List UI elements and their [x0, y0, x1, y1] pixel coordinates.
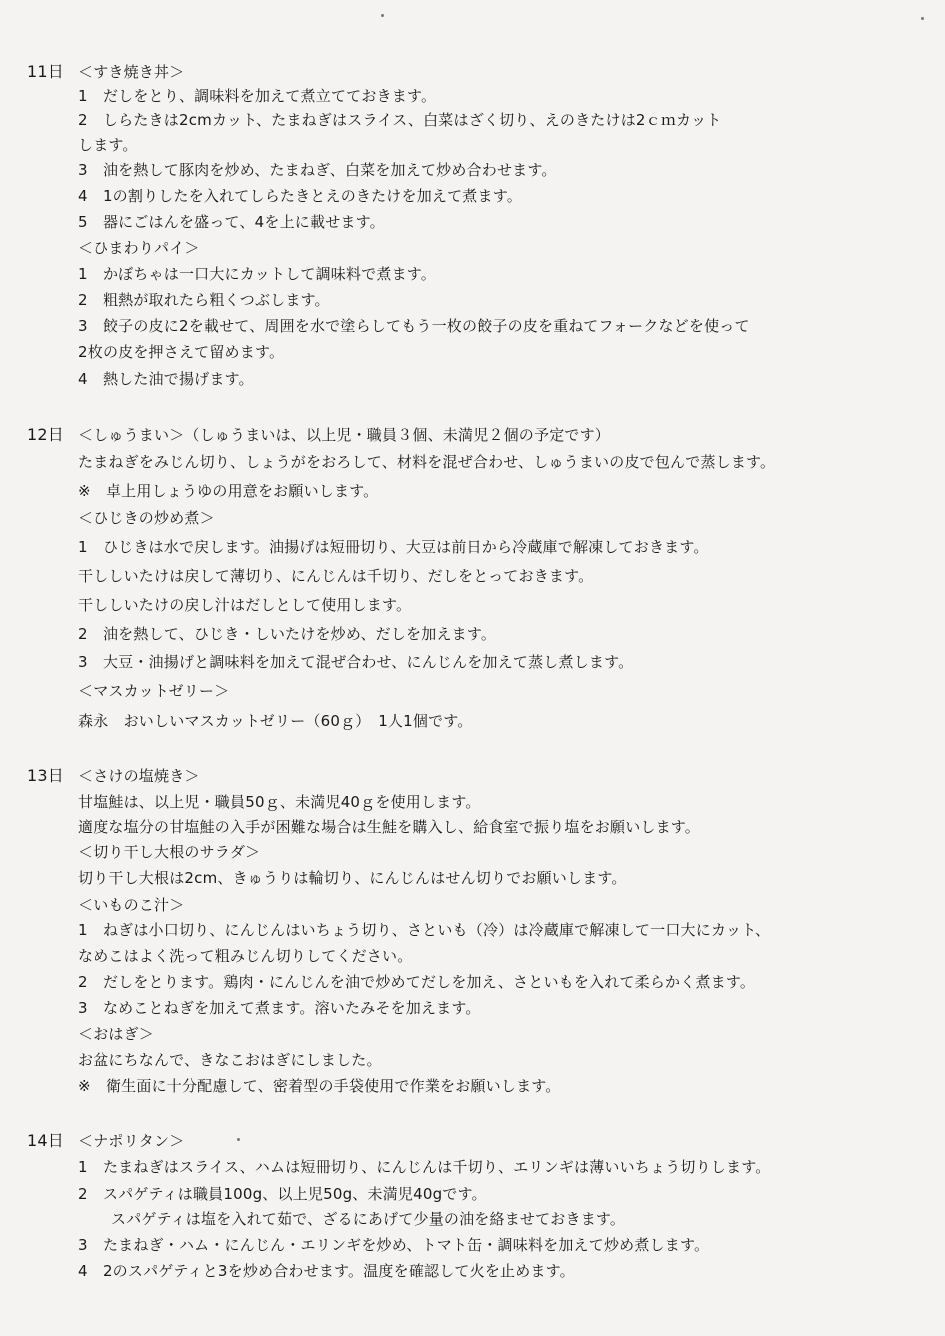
day-label-12: 12日: [27, 425, 64, 444]
instruction-line: 2 油を熱して、ひじき・しいたけを炒め、だしを加えます。: [78, 625, 497, 643]
instruction-line: 3 たまねぎ・ハム・にんじん・エリンギを炒め、トマト缶・調味料を加えて炒め煮します。: [78, 1236, 710, 1254]
instruction-line: 切り干し大根は2cm、きゅうりは輪切り、にんじんはせん切りでお願いします。: [78, 869, 627, 887]
instruction-line: たまねぎをみじん切り、しょうがをおろして、材料を混ぜ合わせ、しゅうまいの皮で包んで蒸します。: [78, 453, 776, 471]
instruction-line: 2 スパゲティは職員100g、以上児50g、未満児40gです。: [78, 1185, 487, 1203]
instruction-line: 干ししいたけは戻して薄切り、にんじんは千切り、だしをとっておきます。: [78, 567, 594, 585]
instruction-line: 森永 おいしいマスカットゼリー（60ｇ） 1人1個です。: [78, 712, 473, 730]
instruction-line: 4 2のスパゲティと3を炒め合わせます。温度を確認して火を止めます。: [78, 1262, 575, 1280]
instruction-line: 2枚の皮を押さえて留めます。: [78, 343, 285, 361]
instruction-line: 4 1の割りしたを入れてしらたきとえのきたけを加えて煮ます。: [78, 187, 522, 205]
instruction-line: 2 粗熱が取れたら粗くつぶします。: [78, 291, 330, 309]
instruction-line: 2 しらたきは2cmカット、たまねぎはスライス、白菜はざく切り、えのきたけは2ｃｍカット: [78, 111, 722, 129]
instruction-line: 1 かぼちゃは一口大にカットして調味料で煮ます。: [78, 265, 436, 283]
section-title-himawari-pie: ＜ひまわりパイ＞: [78, 239, 200, 257]
instruction-line: ※ 衛生面に十分配慮して、密着型の手袋使用で作業をお願いします。: [78, 1077, 561, 1095]
section-title-kiriboshi-salad: ＜切り干し大根のサラダ＞: [78, 843, 261, 861]
instruction-line: 3 なめことねぎを加えて煮ます。溶いたみそを加えます。: [78, 999, 481, 1017]
section-title-hijiki: ＜ひじきの炒め煮＞: [78, 509, 215, 527]
instruction-line: します。: [78, 136, 138, 154]
instruction-line: ※ 卓上用しょうゆの用意をお願いします。: [78, 482, 379, 500]
instruction-line: なめこはよく洗って粗みじん切りしてください。: [78, 947, 413, 965]
section-title-imonoko-jiru: ＜いものこ汁＞: [78, 896, 185, 914]
section-title-muscat-jelly: ＜マスカットゼリー＞: [78, 682, 230, 700]
instruction-line: 4 熱した油で揚げます。: [78, 370, 254, 388]
section-title-shumai: ＜しゅうまい＞（しゅうまいは、以上児・職員３個、未満児２個の予定です）: [78, 426, 611, 444]
instruction-line: お盆にちなんで、きなこおはぎにしました。: [78, 1051, 382, 1069]
section-title-ohagi: ＜おはぎ＞: [78, 1025, 155, 1043]
day-label-13: 13日: [27, 766, 64, 785]
instruction-line: スパゲティは塩を入れて茹で、ざるにあげて少量の油を絡ませておきます。: [111, 1210, 626, 1228]
scan-speck: [237, 1138, 240, 1141]
scan-speck: [921, 17, 924, 20]
instruction-line: 1 だしをとり、調味料を加えて煮立てておきます。: [78, 87, 437, 105]
instruction-line: 甘塩鮭は、以上児・職員50ｇ、未満児40ｇを使用します。: [78, 793, 481, 811]
instruction-line: 5 器にごはんを盛って、4を上に載せます。: [78, 213, 385, 231]
instruction-line: 3 大豆・油揚げと調味料を加えて混ぜ合わせ、にんじんを加えて蒸し煮します。: [78, 653, 634, 671]
instruction-line: 1 たまねぎはスライス、ハムは短冊切り、にんじんは千切り、エリンギは薄いいちょう切りします。: [78, 1158, 771, 1176]
instruction-line: 適度な塩分の甘塩鮭の入手が困難な場合は生鮭を購入し、給食室で振り塩をお願いします。: [78, 818, 701, 836]
instruction-line: 干ししいたけの戻し汁はだしとして使用します。: [78, 596, 412, 614]
instruction-line: 3 油を熱して豚肉を炒め、たまねぎ、白菜を加えて炒め合わせます。: [78, 161, 557, 179]
instruction-line: 3 餃子の皮に2を載せて、周囲を水で塗らしてもう一枚の餃子の皮を重ねてフォークなどを使って: [78, 317, 750, 335]
section-title-napolitan: ＜ナポリタン＞: [78, 1132, 185, 1150]
day-label-14: 14日: [27, 1131, 64, 1150]
day-label-11: 11日: [27, 62, 64, 81]
section-title-salmon: ＜さけの塩焼き＞: [78, 767, 200, 785]
scan-speck: [381, 14, 384, 17]
instruction-line: 2 だしをとります。鶏肉・にんじんを油で炒めてだしを加え、さといもを入れて柔らかく煮ます。: [78, 973, 756, 991]
instruction-line: 1 ひじきは水で戻します。油揚げは短冊切り、大豆は前日から冷蔵庫で解凍しておきます。: [78, 538, 709, 556]
instruction-line: 1 ねぎは小口切り、にんじんはいちょう切り、さといも（冷）は冷蔵庫で解凍して一口大にカット、: [78, 921, 771, 939]
section-title-sukiyaki-don: ＜すき焼き丼＞: [78, 63, 185, 81]
